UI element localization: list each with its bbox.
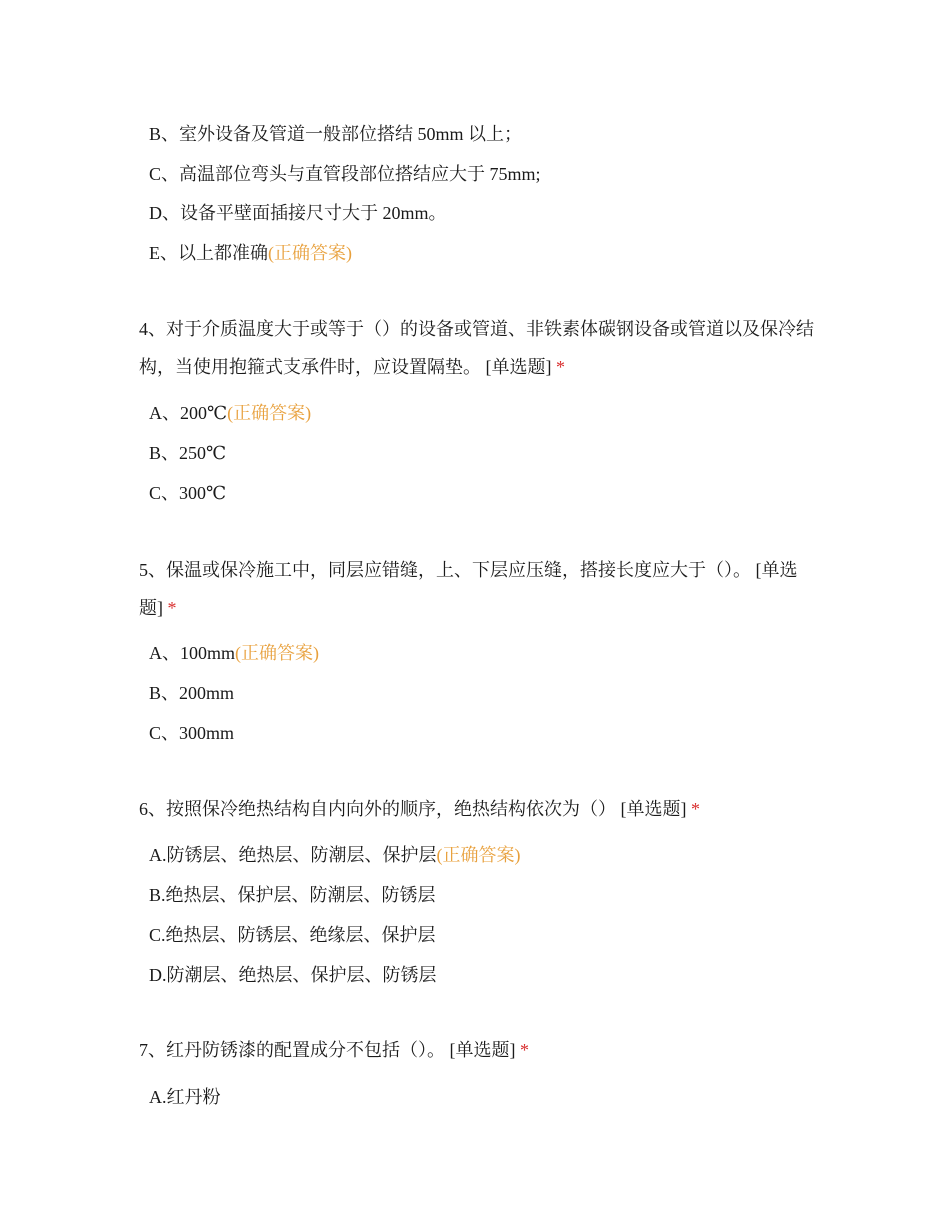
option-c: C.绝热层、防锈层、绝缘层、保护层 — [149, 925, 436, 945]
option-c: C、300mm — [149, 723, 235, 743]
correct-answer-tag: (正确答案) — [436, 845, 521, 865]
option-a: A、100mm(正确答案) — [149, 643, 320, 663]
option-c: C、高温部位弯头与直管段部位搭结应大于 75mm; — [149, 164, 541, 184]
correct-answer-tag: (正确答案) — [235, 643, 320, 663]
option-d: D、设备平壁面插接尺寸大于 20mm。 — [149, 203, 447, 223]
option-b: B、250℃ — [149, 443, 227, 463]
option-d: D.防潮层、绝热层、保护层、防锈层 — [149, 965, 437, 985]
required-mark: * — [167, 598, 177, 618]
question-6-title: 6、按照保冷绝热结构自内向外的顺序，绝热结构依次为（） [单选题] * — [139, 799, 700, 819]
required-mark: * — [556, 357, 565, 377]
question-4-title: 4、对于介质温度大于或等于（）的设备或管道、非铁素体碳钢设备或管道以及保冷结构，当使用抱箍式支承件时，应设置隔垫。 [单选题] * — [139, 319, 814, 377]
option-c: C、300℃ — [149, 483, 227, 503]
correct-answer-tag: (正确答案) — [268, 243, 352, 263]
option-e: E、以上都准确(正确答案) — [149, 243, 352, 263]
option-a: A.防锈层、绝热层、防潮层、保护层(正确答案) — [149, 845, 521, 865]
option-a: A.红丹粉 — [149, 1087, 221, 1107]
option-a: A、200℃(正确答案) — [149, 403, 312, 423]
question-5-title: 5、保温或保冷施工中，同层应错缝，上、下层应压缝，搭接长度应大于（）。 [单选题] * — [139, 560, 798, 618]
required-mark: * — [520, 1040, 529, 1060]
correct-answer-tag: (正确答案) — [227, 403, 312, 423]
option-b: B、室外设备及管道一般部位搭结 50mm 以上； — [149, 124, 523, 144]
option-b: B、200mm — [149, 683, 235, 703]
option-b: B.绝热层、保护层、防潮层、防锈层 — [149, 885, 436, 905]
question-7-title: 7、红丹防锈漆的配置成分不包括（）。 [单选题] * — [139, 1040, 529, 1060]
required-mark: * — [691, 799, 700, 819]
